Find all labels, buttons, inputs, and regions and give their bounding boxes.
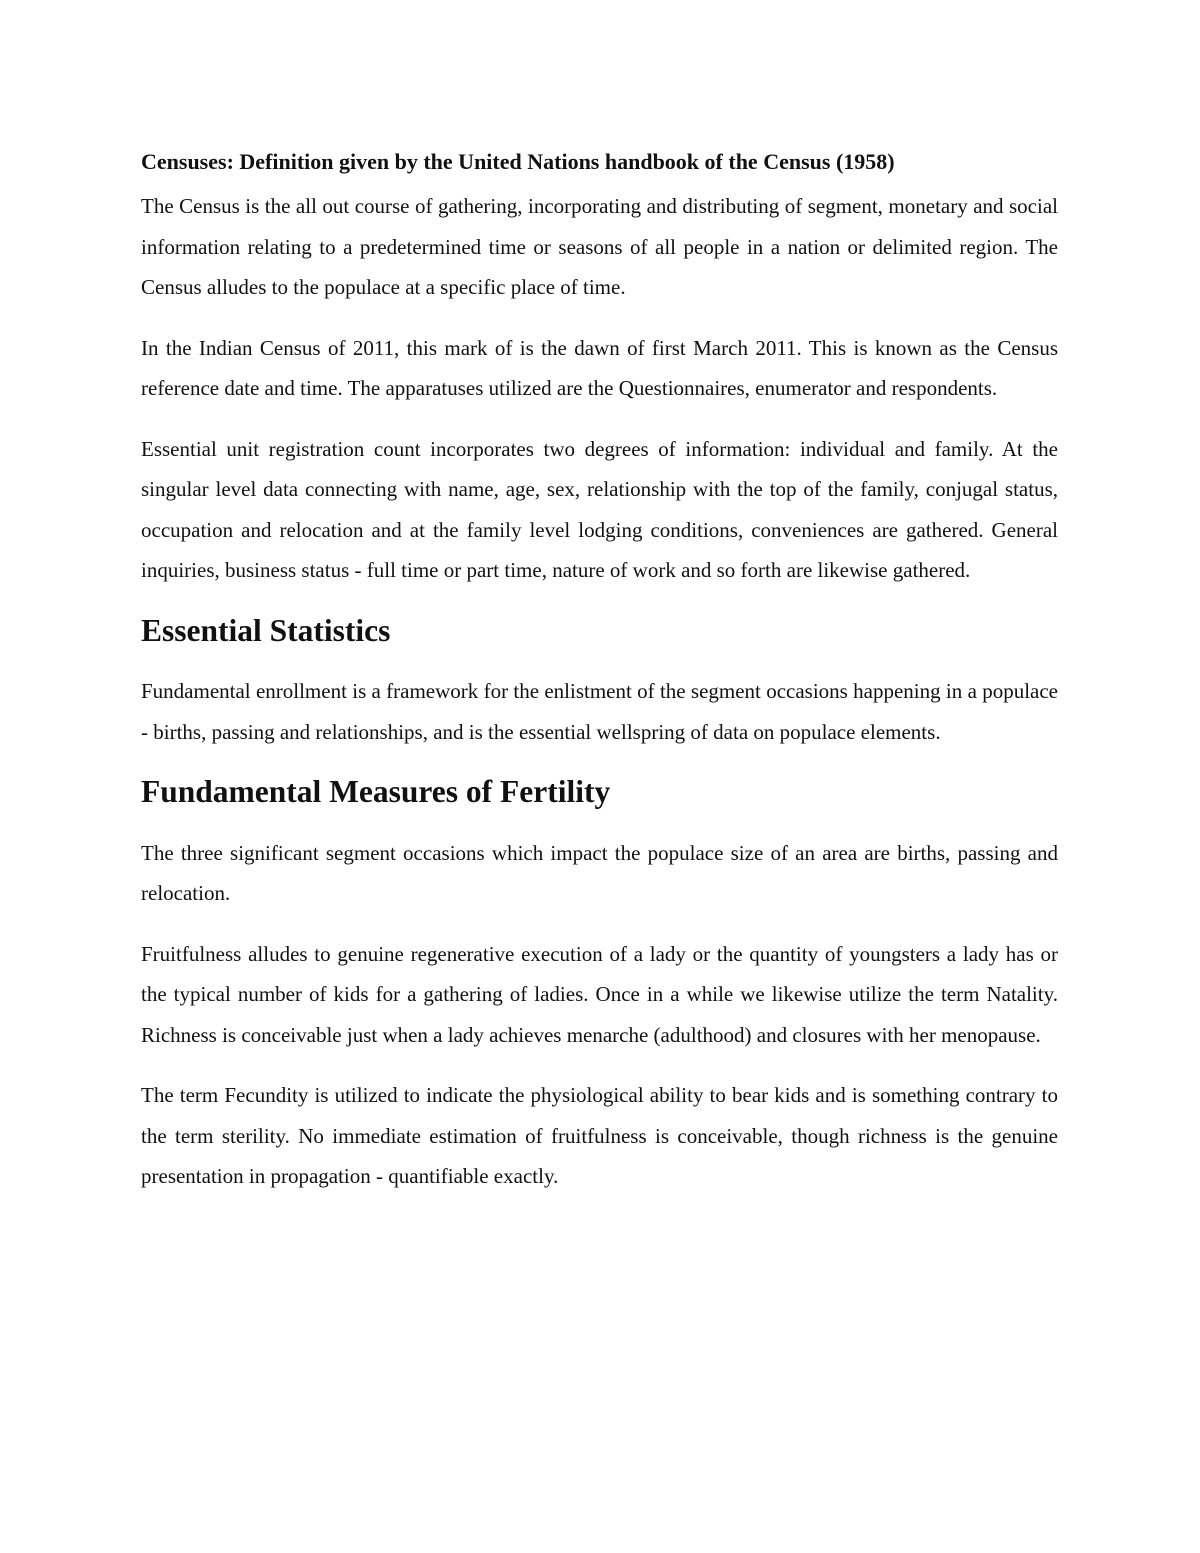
heading-essential-statistics: Essential Statistics: [141, 612, 391, 648]
paragraph-essential-statistics: Fundamental enrollment is a framework for the enlistment of the segment occasions happening in a populace - births, passing and relationships, and is the essential wellspring of data on populace elements.: [141, 679, 1058, 744]
document-title: Censuses: Definition given by the United Nations handbook of the Census (1958): [141, 149, 895, 174]
document-page: [141, 138, 1058, 1217]
paragraph-unit-registration: Essential unit registration count incorporates two degrees of information: individual and family. At the singular level data connecting with name, age, sex, relationship with the top of the family, conjugal status, occupation and relocation and at the family level lodging conditions, conveniences are gathered. General inquiries, business status - full time or part time, nature of work and so forth are likewise gathered.: [141, 436, 1058, 582]
paragraph-segment-occasions: The three significant segment occasions which impact the populace size of an area are births, passing and relocation.: [141, 840, 1058, 905]
paragraph-fecundity: The term Fecundity is utilized to indicate the physiological ability to bear kids and is something contrary to the term sterility. No immediate estimation of fruitfulness is conceivable, though richness is the genuine presentation in propagation - quantifiable exactly.: [141, 1083, 1058, 1188]
heading-fertility: Fundamental Measures of Fertility: [141, 774, 611, 809]
paragraph-fruitfulness: Fruitfulness alludes to genuine regenerative execution of a lady or the quantity of youngsters a lady has or the typical number of kids for a gathering of ladies. Once in a while we likewise utilize the term Natality. Richness is conceivable just when a lady achieves menarche (adulthood) and closures with her menopause.: [141, 941, 1058, 1047]
paragraph-indian-census: In the Indian Census of 2011, this mark of is the dawn of first March 2011. This is known as the Census reference date and time. The apparatuses utilized are the Questionnaires, enumerator and respondents.: [141, 335, 1058, 400]
paragraph-census-definition: The Census is the all out course of gathering, incorporating and distributing of segment, monetary and social information relating to a predetermined time or seasons of all people in a nation or delimited region. The Census alludes to the populace at a specific place of time.: [141, 194, 1058, 299]
